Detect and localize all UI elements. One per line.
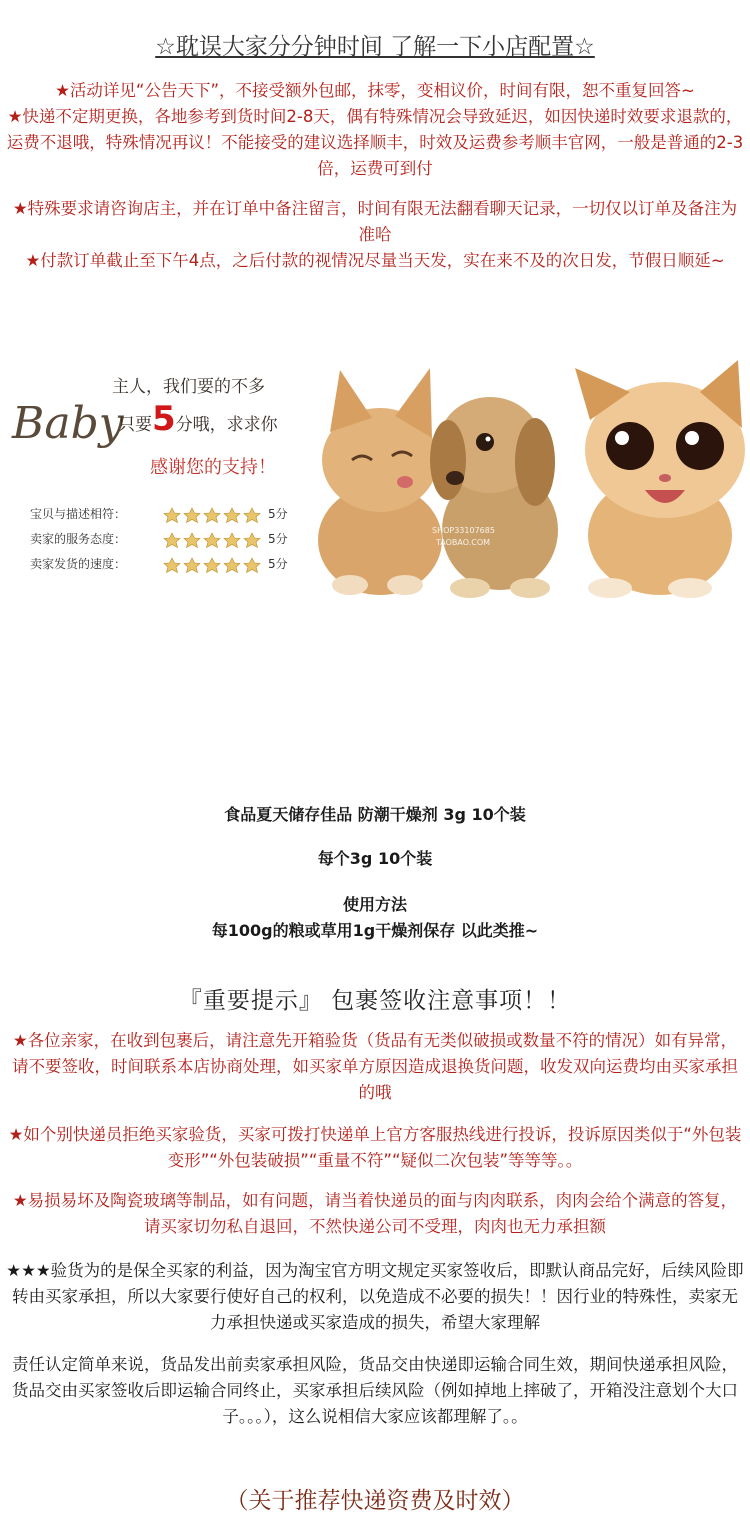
star-icons — [164, 508, 260, 523]
important-note-1: ★★★验货为的是保全买家的利益，因为淘宝官方明文规定买家签收后，即默认商品完好，后续风险即转由买家承担，所以大家要行使好自己的权利，以免造成不必要的损失！！因行业的特殊性，卖家无力承担快递或买家造成的损失，希望大家理解 — [6, 1261, 744, 1332]
banner-line2: 只要5分哦，求求你 — [118, 399, 278, 439]
svg-text:宝贝与描述相符：: 宝贝与描述相符： — [30, 507, 127, 521]
puppy-illustration — [430, 397, 558, 598]
star-icons — [164, 558, 260, 573]
notice-4: ★付款订单截止至下午4点，之后付款的视情况尽量当天发，实在来不及的次日发，节假日顺延~ — [25, 251, 725, 270]
svg-text:卖家的服务态度：: 卖家的服务态度： — [30, 532, 127, 546]
banner-thanks: 感谢您的支持！ — [150, 457, 276, 478]
watermark-taobao: TAOBAO.COM — [436, 538, 491, 547]
baby-text: Baby — [12, 398, 124, 449]
notice-3: ★特殊要求请咨询店主，并在订单中备注留言，时间有限无法翻看聊天记录，一切仅以订单及备注为准哈 — [12, 199, 738, 244]
svg-text:5分: 5分 — [268, 532, 288, 546]
important-item-1: ★各位亲家，在收到包裹后，请注意先开箱验货（货品有无类似破损或数量不符的情况）如有异常，请不要签收，时间联系本店协商处理，如买家单方原因造成退换货问题，收发双向运费均由买家承担的哦 — [12, 1031, 738, 1102]
important-title: 『重要提示』 包裹签收注意事项！！ — [178, 988, 572, 1014]
product-spec: 每个3g 10个装 — [317, 849, 433, 868]
svg-text:5分: 5分 — [268, 557, 288, 571]
banner-line1: 主人，我们要的不多 — [112, 377, 265, 397]
shipping-section-title: （关于推荐快递资费及时效） — [225, 1488, 525, 1514]
important-note-2: 责任认定简单来说，货品发出前卖家承担风险，货品交由快递即运输合同生效，期间快递承担风险，货品交由买家签收后即运输合同终止，买家承担后续风险（例如掉地上摔破了，开箱没注意划个大口子。。。），这么说相信大家应该都理解了。。 — [12, 1355, 738, 1426]
svg-text:5分: 5分 — [268, 507, 288, 521]
kitten-right-illustration — [575, 360, 745, 598]
rating-row-2 — [30, 531, 288, 548]
watermark-shop: SHOP33107685 — [432, 526, 495, 535]
rating-row-1 — [30, 506, 288, 523]
notice-2: ★快递不定期更换，各地参考到货时间2-8天，偶有特殊情况会导致延迟，如因快递时效要求退款的，运费不退哦，特殊情况再议！不能接受的建议选择顺丰，时效及运费参考顺丰官网，一般是普通的2-3倍，运费可到付 — [6, 107, 744, 178]
important-item-2: ★如个别快递员拒绝买家验货，买家可拨打快递单上官方客服热线进行投诉，投诉原因类似于“外包装变形”“外包装破损”“重量不符”“疑似二次包装”等等等。。 — [8, 1125, 742, 1170]
star-icons — [164, 533, 260, 548]
usage-text: 每100g的粮或草用1g干燥剂保存 以此类推~ — [211, 921, 539, 940]
page-title: ☆耽误大家分分钟时间 了解一下小店配置☆ — [155, 34, 595, 60]
product-name: 食品夏天储存佳品 防潮干燥剂 3g 10个装 — [224, 805, 526, 824]
kitten-left-illustration — [318, 368, 442, 595]
important-item-3: ★易损易坏及陶瓷玻璃等制品，如有问题，请当着快递员的面与肉肉联系，肉肉会给个满意的答复，请买家切勿私自退回，不然快递公司不受理，肉肉也无力承担额 — [12, 1191, 738, 1236]
notice-1: ★活动详见“公告天下”，不接受额外包邮，抹零，变相议价，时间有限，恕不重复回答~ — [55, 81, 695, 100]
usage-title: 使用方法 — [342, 895, 407, 914]
rating-row-3 — [30, 556, 288, 573]
svg-text:卖家发货的速度：: 卖家发货的速度： — [30, 557, 127, 571]
rating-banner — [0, 350, 750, 600]
